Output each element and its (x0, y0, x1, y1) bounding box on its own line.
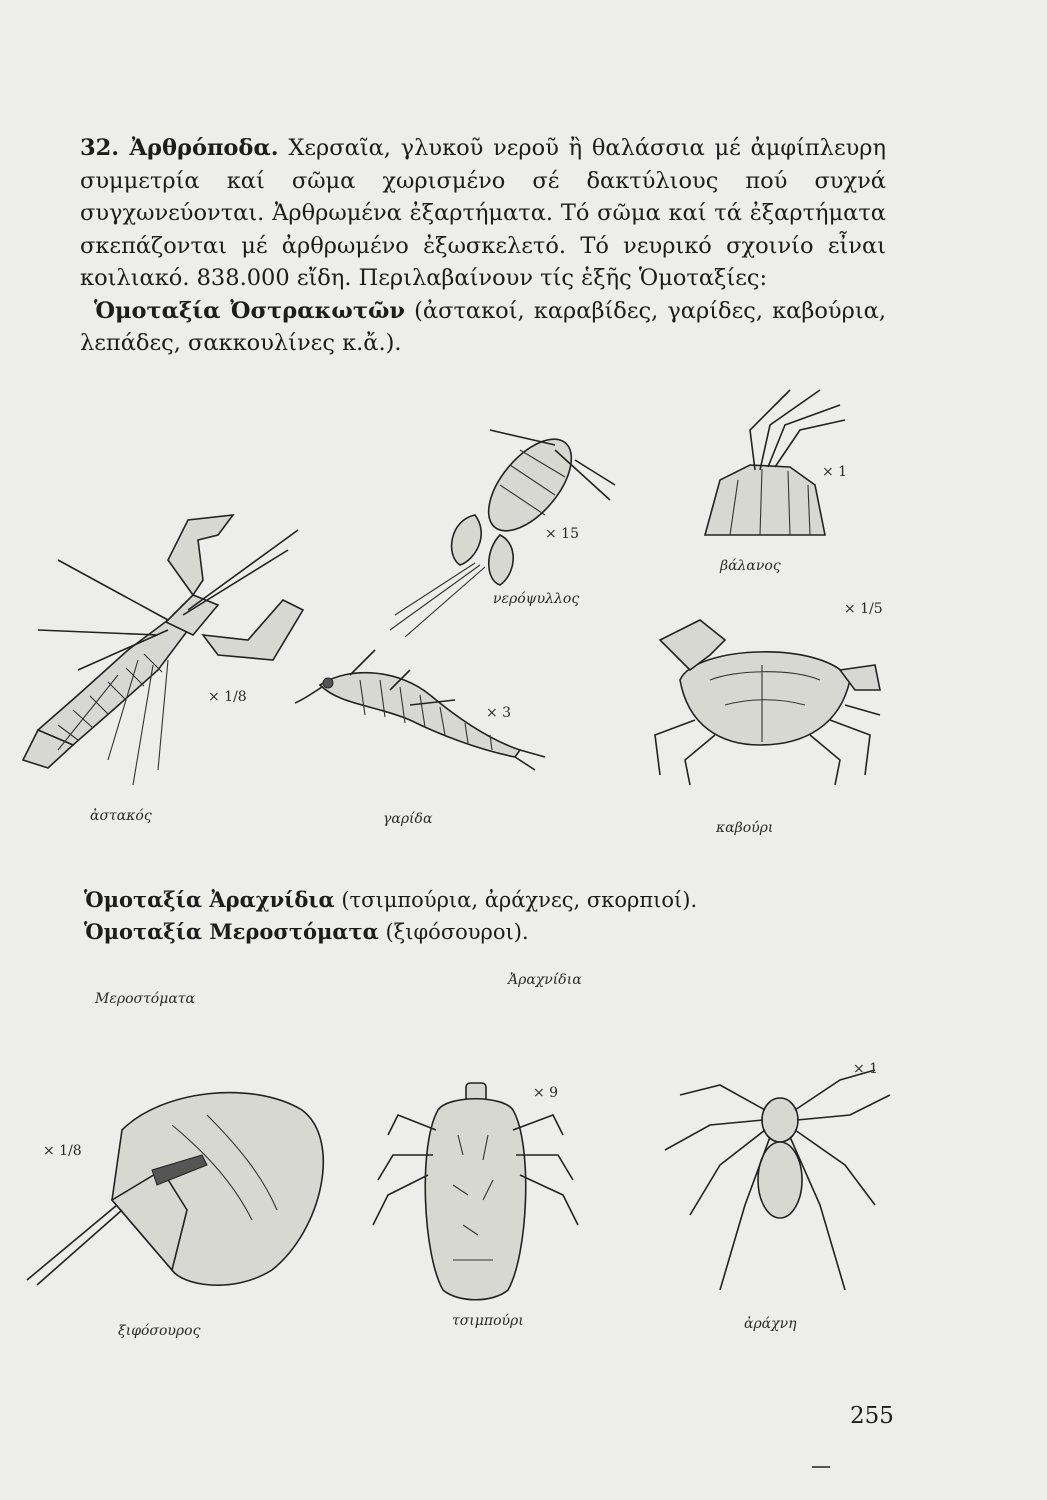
group-label-merostomata: Μεροστόματα (95, 991, 195, 1007)
caption-shrimp: γαρίδα (383, 811, 433, 827)
divider (812, 1466, 830, 1468)
class-crustacea-name: Ὁμοταξία Ὀστρακωτῶν (94, 297, 406, 324)
caption-spider: ἀράχνη (744, 1316, 797, 1332)
scale-lobster: × 1/8 (208, 689, 247, 705)
lobster-icon (18, 500, 308, 790)
caption-lobster: ἀστακός (90, 808, 152, 824)
scale-barnacle: × 1 (822, 464, 848, 480)
class-merostomata: Ὁμοταξία Μεροστόματα (ξιφόσουροι). (84, 919, 529, 944)
class-arachnida: Ὁμοταξία Ἀραχνίδια (τσιμπούρια, ἀράχνες, σκορπιοί). (84, 887, 698, 912)
caption-crab: καβούρι (716, 820, 774, 836)
caption-tick: τσιμπούρι (452, 1313, 524, 1329)
class-crustacea-desc: (ἀστακοί, καραβίδες, γαρίδες, καβούρια, λεπάδες, σακκουλίνες κ.ἄ.). (80, 297, 886, 356)
intro-paragraph (80, 132, 886, 360)
page-number: 255 (850, 1403, 894, 1429)
scale-shrimp: × 3 (486, 705, 512, 721)
scale-horseshoe-crab: × 1/8 (43, 1143, 82, 1159)
horseshoe-crab-icon (22, 1070, 342, 1310)
group-label-arachnida: Ἀραχνίδια (508, 972, 582, 988)
scale-spider: × 1 (853, 1061, 879, 1077)
caption-barnacle: βάλανος (720, 558, 781, 574)
caption-horseshoe-crab: ξιφόσουρος (118, 1323, 201, 1339)
scale-crab: × 1/5 (844, 601, 883, 617)
section-title: 32. Ἀρθρόποδα. (80, 135, 279, 161)
crab-icon (640, 610, 885, 790)
spider-icon (660, 1055, 900, 1305)
section-body: Χερσαῖα, γλυκοῦ νεροῦ ἢ θαλάσσια μέ ἀμφίπλευρη συμμετρία καί σῶμα χωρισμένο σέ δακτύλιους πού συχνά συγχωνεύονται. Ἀρθρωμένα ἐξαρτήματα. Τό σῶμα καί τά ἐξαρτήματα σκεπάζονται μέ ἀρθρωμένο ἐξωσκελετό. Τό νευρικό σχοινίο εἶναι κοιλιακό. 838.000 εἴδη. Περιλαβαίνουν τίς ἑξῆς Ὁμοταξίες: (80, 135, 886, 291)
caption-copepod: νερόψυλλος (493, 591, 580, 607)
scale-tick: × 9 (533, 1085, 559, 1101)
tick-icon (368, 1075, 583, 1305)
scale-copepod: × 15 (545, 526, 579, 542)
classes-list (84, 884, 784, 948)
